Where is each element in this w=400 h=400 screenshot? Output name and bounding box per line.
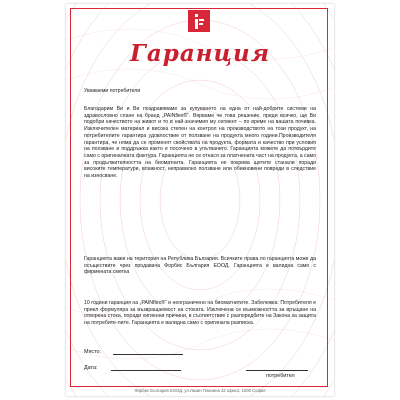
- consumer-label: потребител: [266, 373, 295, 379]
- paragraph-warranty: 10 години гаранция на „PAINflex®“ и неограничено на биоматнитите. Забележка: Потребителя е приел формуляра за възвращаемост на стоката. Изключена се възможността за връщане на отворена стока, поради хигиенни причини, в съответствие с разпоредбите на Закона за защита на потребите-лите. Гаранцията е валидна само с оригинала разписка.: [84, 300, 316, 327]
- place-row: [84, 348, 183, 355]
- date-row: [84, 364, 181, 371]
- paragraph-main: Благодарим Ви и Ви поздравяваме за купуването на една от най-добрите системи на здравословно спане на бранд „PAINflex®“. Вярваме че това решение, преди всичко, ще Ви подобри качеството на живот и то в най-значимия му сегмент – по време на вашата почивка. Изключителен материал и висока степен на контрол на производството на този продукт, на потребителите гарантира удовлоствие от ползване на продукта много години.Производителя гарантира, че няма да се променят свойствата на продукта, формата и качество при условия на ползване и поддръжка както е посочено в упътването. Гаранцията можете да потвърдите само с оригиналната фактура. Гаранцията не се отнася за платнената част на продукта, а само за продължителността на биоматнита. Гаранцията не покрива щетите станали поради високите температури, влажност, неправилно ползване или обикновени повреди в следствие на износване.: [84, 106, 316, 180]
- greeting: Уважаеми потребители: [84, 88, 141, 94]
- date-field[interactable]: [111, 364, 181, 371]
- paragraph-territory: Гаранцията важи на територия на Република България. Всичките права по гаранцията може да осъществите чрез продавача Форбис България ЕООД. Гаранцията е валидна само с фирмената сметка: [84, 256, 316, 276]
- place-label: Място:: [84, 349, 102, 355]
- footer-address: Форбис България ЕООД, ул.Лазин Планина 42 офис2, 1000 София: [134, 388, 266, 393]
- painflex-logo-icon: [188, 10, 210, 32]
- date-label: Дата:: [84, 365, 98, 371]
- consumer-signature: [246, 364, 308, 371]
- place-field[interactable]: [113, 348, 183, 355]
- signature-field[interactable]: [246, 364, 308, 371]
- warranty-card: [66, 4, 334, 396]
- document-title: Гаранция: [129, 40, 271, 67]
